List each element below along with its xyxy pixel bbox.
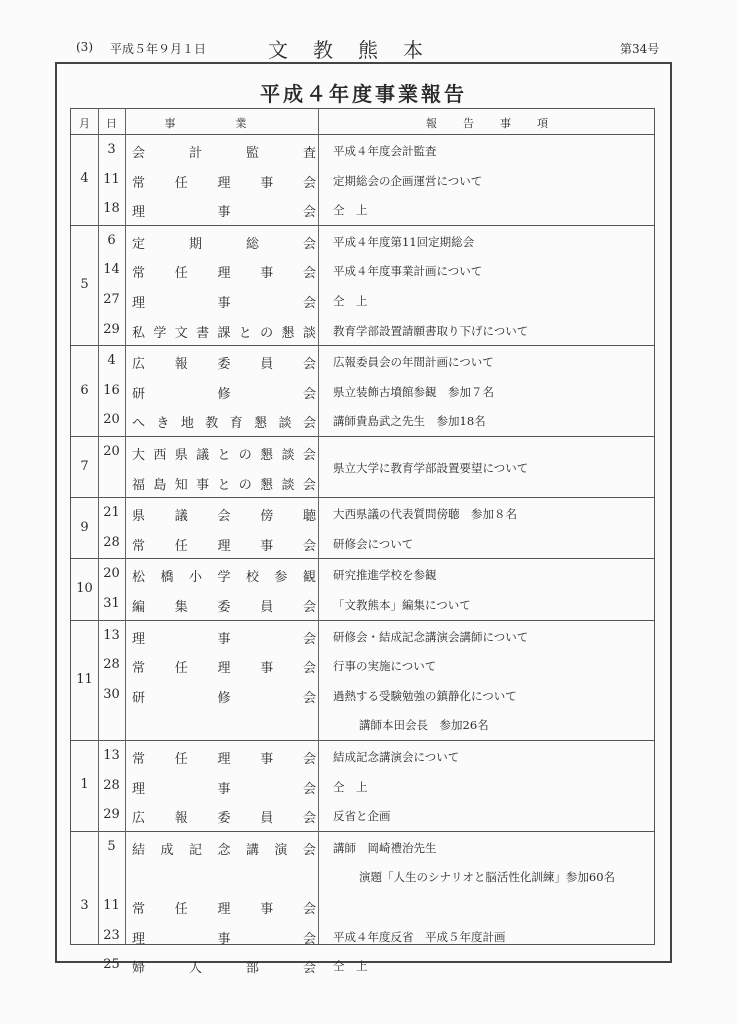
- event-cell: 研 修 会: [132, 386, 316, 402]
- paper-name: 文教熊本: [268, 38, 448, 62]
- day-cell: 29: [103, 807, 120, 823]
- event-cell: 定 期 総 会: [132, 236, 316, 252]
- table-row: [71, 861, 654, 891]
- event-cell: 県 議 会 傍 聴: [132, 509, 316, 525]
- report-cell: 講師貴島武之先生 参加18名: [333, 414, 486, 429]
- header-month: 月: [79, 117, 90, 130]
- page-number: (3): [76, 40, 93, 54]
- report-cell: 研修会について: [333, 536, 414, 551]
- month-group: [71, 621, 654, 741]
- table-row: [71, 709, 654, 739]
- month-group: [71, 741, 654, 832]
- table-row: [71, 950, 654, 980]
- table-row: [71, 621, 654, 651]
- report-cell: 過熱する受験勉強の鎮静化について: [333, 688, 517, 703]
- day-cell: 28: [103, 657, 120, 673]
- report-cell: 研修会・結成記念講演会講師について: [333, 629, 529, 644]
- table-row: [71, 376, 654, 406]
- event-cell: 常 任 理 事 会: [132, 175, 316, 191]
- event-cell: 婦 人 部 会: [132, 961, 316, 977]
- month-cell: 10: [76, 580, 93, 596]
- table-row: [71, 255, 654, 285]
- month-group: [71, 135, 654, 226]
- day-cell: 13: [103, 627, 120, 643]
- table-row: [71, 528, 654, 558]
- event-cell: 私 学 文 書 課 と の 懇 談: [132, 325, 316, 341]
- month-cell: 3: [80, 897, 89, 913]
- report-table: [70, 108, 655, 977]
- month-cell: 4: [80, 171, 89, 187]
- event-cell: 常 任 理 事 会: [132, 752, 316, 767]
- report-cell: 平成４年度事業計画について: [333, 264, 483, 279]
- table-row: [71, 315, 654, 345]
- day-cell: 23: [103, 927, 120, 943]
- event-cell: 理 事 会: [132, 631, 316, 647]
- month-group: [71, 437, 654, 498]
- month-cell: 1: [80, 777, 89, 793]
- report-cell: 反省と企画: [333, 809, 391, 824]
- table-row: [71, 680, 654, 710]
- month-group: [71, 832, 654, 982]
- day-cell: 14: [103, 262, 120, 278]
- event-cell: 常 任 理 事 会: [132, 901, 316, 917]
- table-row: [71, 165, 654, 195]
- event-cell: 福 島 知 事 と の 懇 談 会: [132, 477, 316, 493]
- table-row: [71, 194, 654, 224]
- page-title: 平成４年度事業報告: [260, 82, 467, 106]
- day-cell: 25: [103, 957, 120, 973]
- report-cell: 仝 上: [333, 779, 368, 794]
- day-cell: 20: [103, 412, 120, 428]
- table-row: [71, 921, 654, 951]
- event-cell: 広 報 委 員 会: [132, 811, 316, 827]
- report-cell: 県立装飾古墳館参観 参加７名: [333, 384, 494, 399]
- table-row: [71, 135, 654, 165]
- report-cell: 結成記念講演会について: [333, 750, 460, 764]
- month-group: [71, 226, 654, 346]
- month-cell: 6: [80, 382, 89, 398]
- divider: [98, 109, 99, 944]
- day-cell: 4: [107, 353, 116, 369]
- table-row: [71, 741, 654, 771]
- report-cell: 平成４年度反省 平成５年度計画: [333, 929, 506, 944]
- event-cell: 常 任 理 事 会: [132, 661, 316, 677]
- divider: [318, 109, 319, 944]
- header-day: 日: [106, 117, 117, 130]
- day-cell: 28: [103, 777, 120, 793]
- report-cell: 仝 上: [333, 293, 368, 308]
- event-cell: 理 事 会: [132, 205, 316, 221]
- report-cell: 大西県議の代表質問傍聴 参加８名: [333, 507, 517, 522]
- table-row: [71, 650, 654, 680]
- table-row: [71, 559, 654, 589]
- table-row: [71, 226, 654, 256]
- event-cell: 理 事 会: [132, 295, 316, 311]
- day-cell: 18: [103, 201, 120, 217]
- report-cell: 「文教熊本」編集について: [333, 597, 471, 612]
- table-row: [71, 832, 654, 862]
- report-cell: 演題「人生のシナリオと脳活性化訓練」参加60名: [359, 870, 616, 885]
- day-cell: 20: [103, 566, 120, 582]
- month-group: [71, 346, 654, 437]
- report-cell: 平成４年度第11回定期総会: [333, 234, 475, 249]
- event-cell: 常 任 理 事 会: [132, 538, 316, 554]
- issue-number: 第34号: [620, 42, 660, 56]
- day-cell: 13: [103, 748, 120, 763]
- month-group: [71, 559, 654, 620]
- table-row: [71, 285, 654, 315]
- event-cell: 理 事 会: [132, 781, 316, 797]
- event-cell: 編 集 委 員 会: [132, 599, 316, 615]
- day-cell: 30: [103, 686, 120, 702]
- month-cell: 9: [80, 519, 89, 535]
- event-cell: 松 橋 小 学 校 参 観: [132, 570, 316, 586]
- day-cell: 16: [103, 382, 120, 398]
- table-header: [71, 109, 654, 135]
- table-row: [71, 891, 654, 921]
- event-cell: 広 報 委 員 会: [132, 357, 316, 373]
- report-cell: 仝 上: [333, 959, 368, 974]
- day-cell: 21: [103, 505, 120, 521]
- day-cell: 31: [103, 595, 120, 611]
- day-cell: 29: [103, 321, 120, 337]
- month-cell: 11: [76, 671, 93, 687]
- day-cell: 11: [103, 897, 120, 913]
- day-cell: 20: [103, 444, 120, 459]
- header-event: 事業: [164, 117, 307, 130]
- day-cell: 6: [107, 232, 116, 248]
- event-cell: 研 修 会: [132, 690, 316, 706]
- report-cell: 県立大学に教育学部設置要望について: [333, 460, 529, 475]
- table-row: [71, 771, 654, 801]
- day-cell: 3: [107, 142, 116, 157]
- report-cell: 講師本田会長 参加26名: [359, 718, 489, 733]
- page-header: [0, 36, 737, 62]
- day-cell: 11: [103, 171, 120, 187]
- month-cell: 7: [80, 458, 89, 474]
- report-cell: 研究推進学校を参観: [333, 568, 437, 583]
- report-cell: 定期総会の企画運営について: [333, 173, 483, 188]
- month-group: [71, 498, 654, 559]
- report-cell: 仝 上: [333, 203, 368, 218]
- report-cell: 教育学部設置請願書取り下げについて: [333, 323, 529, 338]
- event-cell: 大 西 県 議 と の 懇 談 会: [132, 448, 316, 463]
- event-cell: 常 任 理 事 会: [132, 266, 316, 282]
- month-cell: 5: [80, 276, 89, 292]
- day-cell: 27: [103, 291, 120, 307]
- event-cell: 理 事 会: [132, 931, 316, 947]
- table-row: [71, 589, 654, 619]
- report-cell: 広報委員会の年間計画について: [333, 355, 494, 370]
- table-row: [71, 346, 654, 376]
- issue-date: 平成５年９月１日: [110, 42, 207, 56]
- event-cell: 会 計 監 査: [132, 146, 316, 161]
- table-row: [71, 405, 654, 435]
- report-cell: 講師 岡崎禮治先生: [333, 840, 437, 855]
- header-report: 報告事項: [426, 117, 574, 130]
- table-row: [71, 498, 654, 528]
- event-cell: 結 成 記 念 講 演 会: [132, 842, 316, 858]
- report-cell: 平成４年度会計監査: [333, 144, 437, 158]
- report-cell: 行事の実施について: [333, 659, 437, 674]
- event-cell: へ き 地 教 育 懇 談 会: [132, 416, 316, 432]
- day-cell: 28: [103, 534, 120, 550]
- table-row: [71, 800, 654, 830]
- divider: [125, 109, 126, 944]
- day-cell: 5: [107, 838, 116, 854]
